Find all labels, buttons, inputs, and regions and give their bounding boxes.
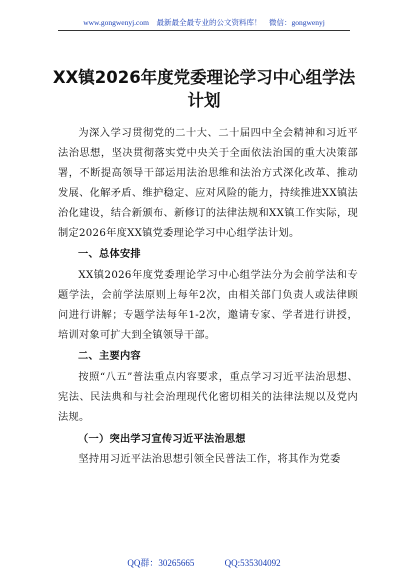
section-heading-content: 二、主要内容 [78,351,141,362]
title-line-1: XX镇2026年度党委理论学习中心组学法 [52,68,356,87]
title-line-2: 计划 [187,91,221,110]
header-divider [58,30,350,31]
intro-paragraph: 为深入学习贯彻党的二十大、二十届四中全会精神和习近平法治思想，坚决贯彻落实党中央关于全面依法治国的重大决策部署，不断提高领导干部运用法治思维和法治方式深化改革、推动发展、化解矛盾、维护稳定、应对风险的能力，持续推进XX镇法治化建设，结合新颁布、新修订的法律法规和XX镇工作实际，现制定2026年度XX镇党委理论学习中心组学法计划。 [58,128,358,239]
page-footer [0,556,408,569]
section-paragraph-overall: XX镇2026年度党委理论学习中心组学法分为会前学法和专题学法，会前学法原则上每年2次，由相关部门负责人或法律顾问进行讲解；专题学法每年1-2次，邀请专家、学者进行讲授，培训对象可扩大到全镇领导干部。 [58,270,358,341]
section-paragraph-content: 按照“八五”普法重点内容要求，重点学习习近平法治思想、宪法、民法典和与社会治理现代化密切相关的法律法规以及党内法规。 [58,372,358,423]
section-heading-overall: 一、总体安排 [78,249,141,260]
document-body [58,124,358,470]
footer-qq-contact: QQ:535304092 [224,558,281,568]
subsection-heading: （一）突出学习宣传习近平法治思想 [78,433,246,445]
page-header: www.gongwenyj.com 最新最全最专业的公文资料库！ 微信：gongwenyj [83,18,325,27]
document-title [40,66,368,112]
footer-qq-group: QQ群：30265665 [127,558,195,568]
subsection-paragraph: 坚持用习近平法治思想引领全民普法工作，将其作为党委 [78,454,341,465]
